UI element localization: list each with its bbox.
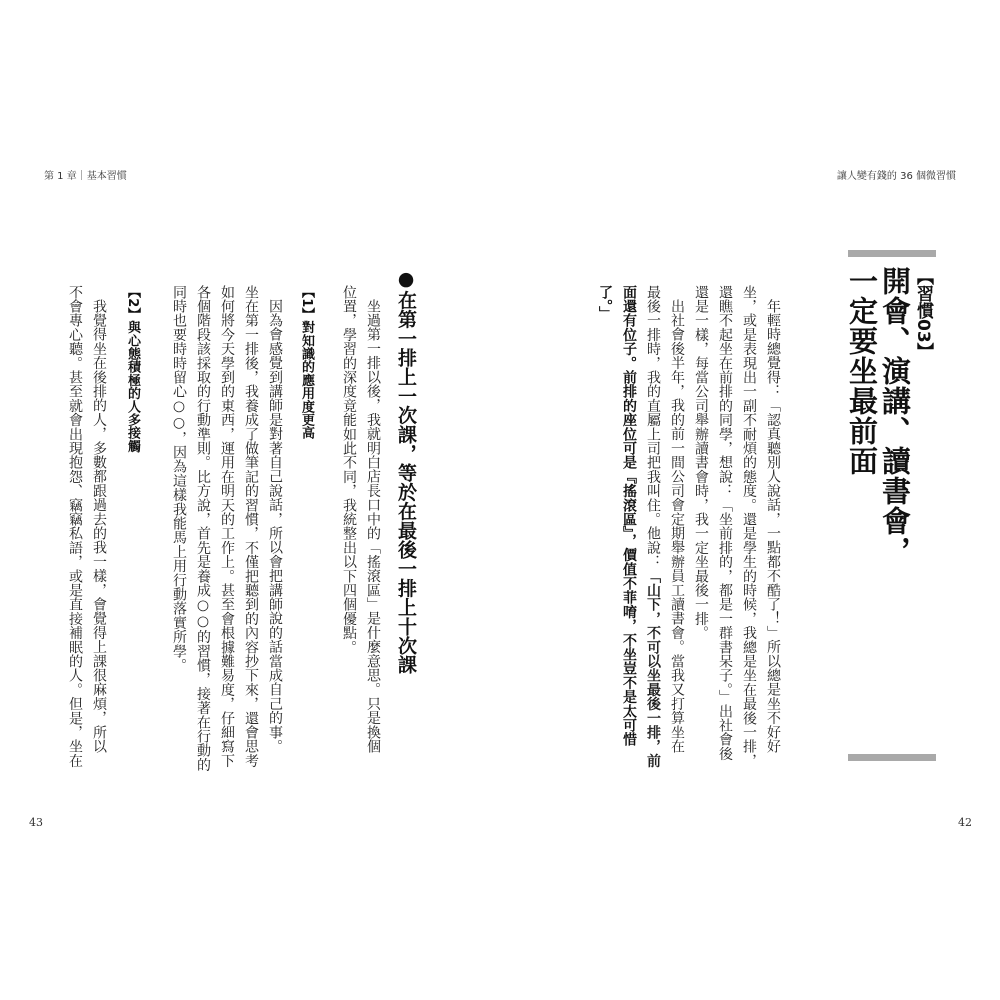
- body-line: 年輕時總覺得：「認真聽別人說話，一點都不酷了！」所以總是坐不好好: [765, 299, 781, 754]
- body-line: 因為會感覺到講師是對著自己說話，所以會把講師說的話當成自己的事。: [267, 299, 283, 754]
- body-line: 還瞧不起坐在前排的同學，想說：「坐前排的，都是一群書呆子。」出社會後: [717, 285, 733, 761]
- page-number-left: 43: [29, 816, 43, 829]
- body-line: 坐過第一排以後，我就明白店長口中的「搖滾區」是什麼意思。只是換個: [365, 299, 381, 754]
- chapter-title-line1: 開會、演講、讀書會，: [878, 266, 912, 566]
- body-line: 還是一樣，每當公司舉辦讀書會時，我一定坐最後一排。: [693, 285, 709, 640]
- body-line: 各個階段該採取的行動準則。比方說，首先是養成○○的習慣，接著在行動的: [195, 285, 211, 772]
- habit-label: 【習慣03】: [913, 268, 933, 360]
- boss-quote-bold: 「山下，不可以坐最後一排，前: [645, 569, 661, 768]
- chapter-header: 第 1 章｜基本習慣: [44, 171, 127, 182]
- chapter-title-line2: 一定要坐最前面: [845, 266, 879, 476]
- subheading-1: 【1】對知識的應用度更高: [299, 285, 314, 440]
- body-line: [642, 285, 663, 768]
- boss-quote-bold: 了。」: [597, 285, 613, 321]
- title-bottom-bar: [848, 754, 936, 761]
- book-title-header: 讓人變有錢的 36 個微習慣: [836, 171, 956, 182]
- body-line: 如何將今天學到的東西，運用在明天的工作上。甚至會根據難易度，仔細寫下: [219, 285, 235, 768]
- body-line: 我覺得坐在後排的人，多數都跟過去的我一樣，會覺得上課很麻煩，所以: [91, 299, 107, 754]
- body-line: 坐，或是表現出一副不耐煩的態度。還是學生的時候，我總是坐在最後一排，: [741, 285, 757, 768]
- body-line: 出社會後半年，我的前一間公司會定期舉辦員工讀書會。當我又打算坐在: [669, 299, 685, 754]
- page-number-right: 42: [958, 816, 972, 829]
- title-top-bar: [848, 250, 936, 257]
- boss-quote-bold: 面還有位子。前排的座位可是『搖滾區』，價值不菲唷，不坐豈不是太可惜: [621, 285, 637, 747]
- body-line: 同時也要時時留心○○，因為這樣我能馬上用行動落實所學。: [171, 285, 187, 673]
- body-line: 位置，學習的深度竟能如此不同，我統整出以下四個優點。: [341, 285, 357, 655]
- subheading-2: 【2】與心態積極的人多接觸: [125, 285, 140, 453]
- body-text: 最後一排時，我的直屬上司把我叫住。他說：: [645, 285, 661, 569]
- section-heading: ●在第一排上一次課，等於在最後一排上十次課: [395, 268, 417, 675]
- body-line: 不會專心聽。甚至就會出現抱怨、竊竊私語，或是直接補眠的人。但是，坐在: [67, 285, 83, 768]
- body-line: 坐在第一排後，我養成了做筆記的習慣，不僅把聽到的內容抄下來，還會思考: [243, 285, 259, 768]
